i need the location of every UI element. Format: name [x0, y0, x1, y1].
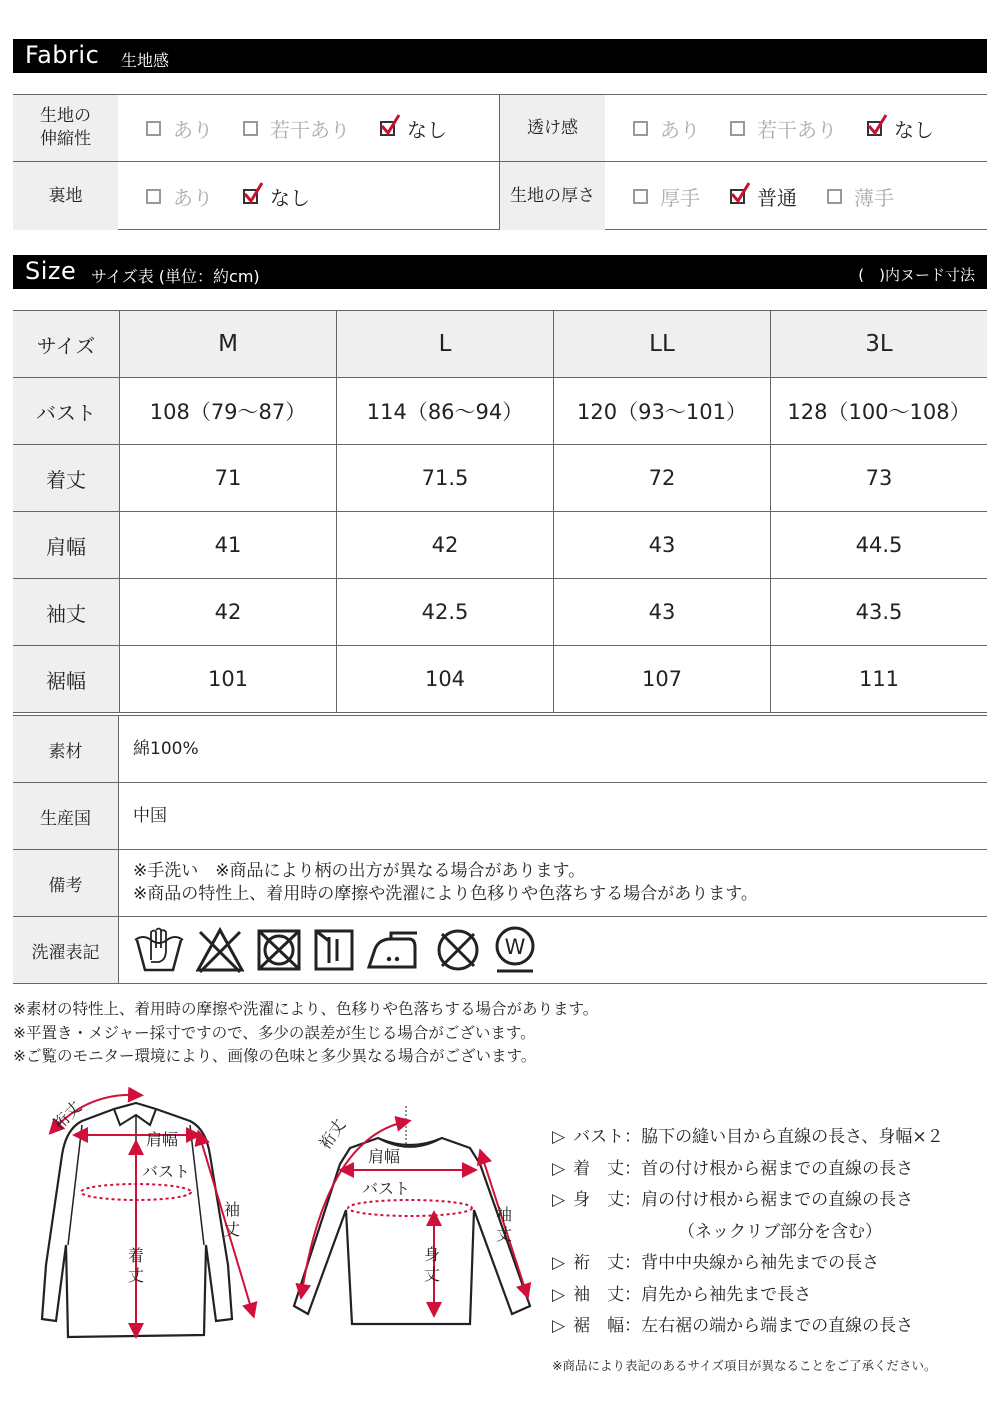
tee-bust-line: [348, 1200, 472, 1216]
fabric-label-sheer: 透け感: [500, 95, 605, 161]
fabric-row-2: [13, 162, 987, 230]
stretch-options: [146, 95, 477, 161]
info-row-origin: [13, 783, 987, 850]
info-row-remarks: [13, 850, 987, 917]
note-line: ※平置き・メジャー採寸ですので、多少の誤差が生じる場合がございます。: [13, 1023, 536, 1042]
checked-box-icon: [867, 121, 882, 136]
checked-box-icon: [380, 121, 395, 136]
checked-box-icon: [730, 189, 745, 204]
fabric-title: Fabric: [25, 41, 100, 69]
material-label: 素材: [13, 716, 119, 782]
size-subtitle: サイズ表 (単位：約cm): [91, 267, 260, 286]
tee-measurement-diagram: [288, 1100, 538, 1340]
jacket-yuki-label: 裄丈: [49, 1097, 86, 1134]
size-cell: 128（100〜108）: [770, 378, 987, 444]
jacket-katahaba-label: 肩幅: [146, 1130, 179, 1149]
size-cell: 43: [553, 579, 770, 645]
size-row: [13, 512, 987, 579]
fabric-label-lining: 裏地: [13, 162, 118, 230]
size-row-label: 着丈: [13, 445, 119, 511]
origin-label: 生産国: [13, 783, 119, 849]
fabric-option: [633, 114, 700, 143]
lining-options: [146, 162, 340, 230]
triangle-icon: ▷: [552, 1316, 566, 1336]
size-row-label: サイズ: [13, 311, 119, 377]
triangle-icon: ▷: [552, 1158, 566, 1179]
size-row: [13, 445, 987, 512]
size-cell: 42: [336, 512, 553, 578]
fabric-label-thickness: 生地の厚さ: [500, 162, 605, 230]
size-title: Size: [25, 257, 77, 285]
fabric-option: [146, 182, 213, 211]
size-cell: 114（86〜94）: [336, 378, 553, 444]
size-cell: 44.5: [770, 512, 987, 578]
size-cell: 72: [553, 445, 770, 511]
size-cell: 108（79〜87）: [119, 378, 336, 444]
fabric-option: [633, 182, 700, 211]
fabric-option-label: あり: [660, 117, 700, 142]
size-cell: LL: [553, 311, 770, 377]
size-row-label: バスト: [13, 378, 119, 444]
fabric-option-label: 厚手: [660, 185, 700, 210]
no-dry-clean-icon: [433, 927, 483, 973]
size-cell: 101: [119, 646, 336, 712]
legend-item: ▷ 裄 丈：背中中央線から袖先までの長さ: [552, 1248, 944, 1280]
size-cell: 120（93〜101）: [553, 378, 770, 444]
fabric-option: [867, 114, 934, 143]
no-tumble-dry-icon: [255, 927, 303, 973]
checkbox-icon: [146, 121, 161, 136]
triangle-icon: ▷: [552, 1284, 566, 1305]
fabric-option-label: なし: [894, 117, 934, 142]
no-bleach-icon: [195, 927, 245, 973]
fabric-option-label: なし: [270, 185, 310, 210]
size-cell: M: [119, 311, 336, 377]
info-row-material: [13, 716, 987, 783]
fabric-option-label: 普通: [757, 185, 797, 210]
legend-item: ▷ 身 丈：肩の付け根から裾までの直線の長さ: [552, 1185, 944, 1217]
sheer-options: [633, 95, 964, 161]
tee-katahaba-label: 肩幅: [368, 1147, 401, 1166]
fabric-divider: [499, 95, 500, 230]
size-header-bar: [13, 255, 987, 289]
fabric-option: [380, 114, 447, 143]
fabric-header-bar: [13, 39, 987, 73]
fabric-table: [13, 94, 987, 230]
size-item-note: ※商品により表記のあるサイズ項目が異なることをご了承ください。: [552, 1358, 937, 1373]
legend-item: ▷ 着 丈：首の付け根から裾までの直線の長さ: [552, 1154, 944, 1186]
size-cell: 3L: [770, 311, 987, 377]
legend-item: ▷ バスト：脇下の縫い目から直線の長さ、身幅×２: [552, 1122, 944, 1154]
fabric-subtitle: 生地感: [121, 51, 170, 70]
tee-mitake-label: 身丈: [424, 1245, 441, 1284]
checkbox-icon: [633, 121, 648, 136]
size-row: [13, 579, 987, 646]
fabric-option: [730, 114, 837, 143]
size-cell: 71.5: [336, 445, 553, 511]
material-value: 綿100%: [133, 738, 199, 759]
size-cell: 43: [553, 512, 770, 578]
checkbox-icon: [146, 189, 161, 204]
iron-low-icon: [365, 927, 423, 973]
jacket-bust-label: バスト: [142, 1162, 191, 1181]
size-cell: 111: [770, 646, 987, 712]
legend-item: ▷ 裾 幅：左右裾の端から端までの直線の長さ: [552, 1311, 944, 1343]
size-table: [13, 310, 987, 713]
jacket-kitake-label: 着丈: [128, 1246, 145, 1285]
disclaimer-notes: [13, 998, 598, 1069]
size-cell: 41: [119, 512, 336, 578]
fabric-option-label: 若干あり: [757, 117, 837, 142]
size-nude-note: ( )内ヌード寸法: [858, 266, 975, 284]
size-row: [13, 646, 987, 713]
checked-box-icon: [243, 189, 258, 204]
legend-item-continued: （ネックリブ部分を含む）: [678, 1221, 882, 1242]
size-row-label: 裾幅: [13, 646, 119, 712]
size-cell: L: [336, 311, 553, 377]
size-cell: 42.5: [336, 579, 553, 645]
fabric-option: [827, 182, 894, 211]
size-header-row: [13, 311, 987, 378]
fabric-label-stretch: 生地の 伸縮性: [13, 95, 118, 161]
tee-sodetake-label: 袖丈: [496, 1205, 513, 1244]
remark-line: ※手洗い ※商品により柄の出方が異なる場合があります。: [133, 861, 586, 881]
measurement-legend: [552, 1122, 944, 1343]
fabric-option-label: あり: [173, 117, 213, 142]
fabric-option: [243, 182, 310, 211]
size-cell: 42: [119, 579, 336, 645]
triangle-icon: ▷: [552, 1127, 566, 1147]
care-symbols: [133, 925, 987, 975]
size-cell: 104: [336, 646, 553, 712]
remarks-label: 備考: [13, 850, 119, 916]
jacket-sodetake-label: 袖丈: [224, 1200, 241, 1239]
size-cell: 107: [553, 646, 770, 712]
size-row-label: 袖丈: [13, 579, 119, 645]
fabric-option: [243, 114, 350, 143]
jacket-measurement-diagram: [18, 1085, 280, 1350]
remark-line: ※商品の特性上、着用時の摩擦や洗濯により色移りや色落ちする場合があります。: [133, 884, 758, 904]
care-label: 洗濯表記: [13, 917, 119, 983]
fabric-option: [730, 182, 797, 211]
legend-item: ▷ 袖 丈：肩先から袖先まで長さ: [552, 1280, 944, 1312]
size-cell: 73: [770, 445, 987, 511]
checkbox-icon: [827, 189, 842, 204]
checkbox-icon: [243, 121, 258, 136]
size-row-label: 肩幅: [13, 512, 119, 578]
checkbox-icon: [633, 189, 648, 204]
size-row: [13, 378, 987, 445]
triangle-icon: ▷: [552, 1190, 566, 1210]
tee-bust-label: バスト: [362, 1179, 411, 1198]
hand-wash-icon: [133, 926, 185, 974]
info-row-care: [13, 917, 987, 984]
checkbox-icon: [730, 121, 745, 136]
fabric-option-label: なし: [407, 117, 447, 142]
info-table: [13, 715, 987, 984]
note-line: ※素材の特性上、着用時の摩擦や洗濯により、色移りや色落ちする場合があります。: [13, 1000, 599, 1018]
size-cell: 71: [119, 445, 336, 511]
wet-clean-icon: [493, 925, 537, 975]
fabric-option-label: あり: [173, 185, 213, 210]
origin-value: 中国: [133, 805, 167, 826]
line-dry-shade-icon: [313, 927, 355, 973]
fabric-option-label: 若干あり: [270, 117, 350, 142]
svg-text:W: W: [504, 935, 526, 959]
note-line: ※ご覧のモニター環境により、画像の色味と多少異なる場合がございます。: [13, 1047, 537, 1065]
size-cell: 43.5: [770, 579, 987, 645]
thickness-options: [633, 162, 924, 230]
fabric-row-1: [13, 95, 987, 162]
triangle-icon: ▷: [552, 1253, 566, 1273]
fabric-option-label: 薄手: [854, 185, 894, 210]
fabric-option: [146, 114, 213, 143]
tee-yuki-label: 裄丈: [315, 1115, 350, 1153]
